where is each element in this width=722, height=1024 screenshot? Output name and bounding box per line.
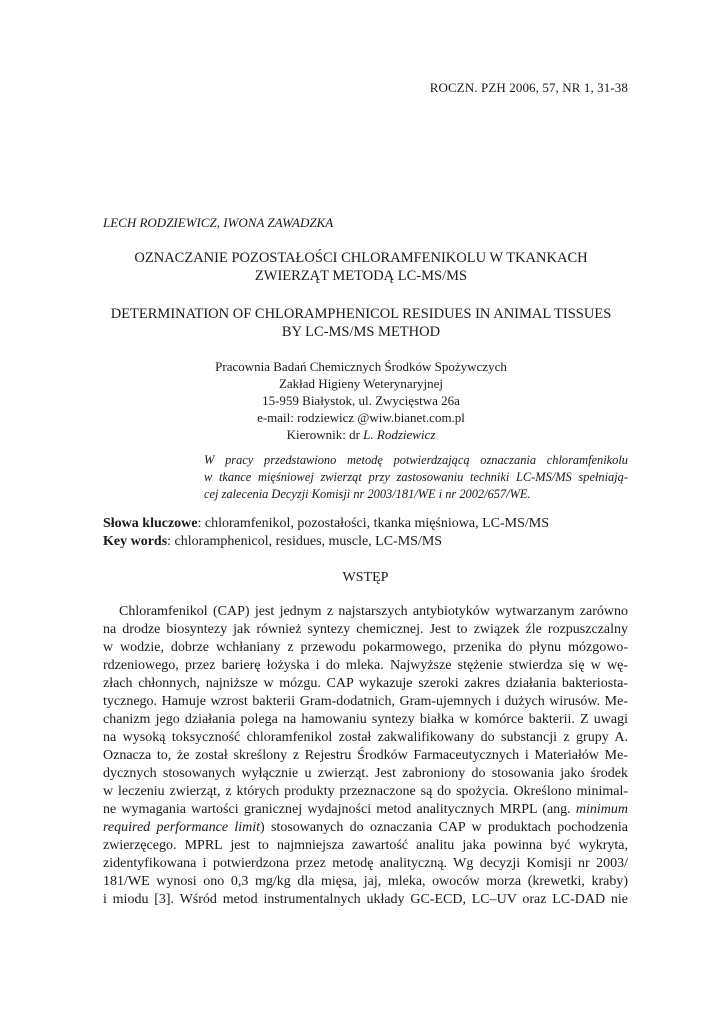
title-polish-line-1: OZNACZANIE POZOSTAŁOŚCI CHLORAMFENIKOLU W TKANKACH: [134, 250, 588, 266]
body-line: i miodu [3]. Wśród metod instrumentalnych układy GC-ECD, LC–UV oraz LC-DAD nie: [103, 892, 628, 907]
section-heading: WSTĘP: [342, 570, 389, 585]
body-line: zidentyfikowana i potwierdzona przez metodę analityczną. Wg decyzji Komisji nr 2003/: [103, 856, 628, 871]
abstract-line: w tkance mięśniowej zwierząt przy zastosowaniu techniki LC-MS/MS spełniają-: [204, 470, 628, 484]
body-line: [103, 819, 628, 837]
title-english-line-2: BY LC-MS/MS METHOD: [281, 323, 441, 340]
affiliation: [103, 358, 619, 443]
keywords-english-text: : chloramphenicol, residues, muscle, LC-MS/MS: [167, 534, 443, 549]
body-line: rdzeniowego, przez barierę łożyska i do mleka. Najwyższe stężenie stwierdza się w wę-: [103, 658, 628, 673]
affiliation-email: e-mail: rodziewicz @wiw.bianet.com.pl: [257, 410, 465, 425]
body-line: w leczeniu zwierząt, z których produkty przeznaczone są do spożycia. Określono minimal-: [103, 784, 628, 799]
body-line: chanizm jego działania polega na hamowaniu syntezy białka w komórce bakterii. Z uwagi: [103, 712, 628, 727]
body-line: złach chłonnych, najniższe w mózgu. CAP wykazuje szeroki zakres działania bakteriosta-: [103, 676, 628, 691]
abstract-line: cej zalecenia Decyzji Komisji nr 2003/181/WE i nr 2002/657/WE.: [204, 487, 531, 501]
affiliation-lab: Pracownia Badań Chemicznych Środków Spożywczych: [215, 359, 507, 374]
body-line: [103, 801, 628, 819]
body-line: Chloramfenikol (CAP) jest jednym z najstarszych antybiotyków wytwarzanym zarówno: [119, 604, 628, 619]
keywords-english: [103, 533, 549, 551]
body-line: w wodzie, dobrze wchłaniany z przewodu pokarmowego, przenika do płynu mózgowo-: [103, 640, 628, 655]
affiliation-address: 15-959 Białystok, ul. Zwycięstwa 26a: [262, 393, 460, 408]
keywords-polish-text: : chloramfenikol, pozostałości, tkanka mięśniowa, LC-MS/MS: [197, 516, 550, 531]
body-line: dycznych stosowanych wyłącznie u zwierząt. Jest zabroniony do stosowania jako środek: [103, 766, 628, 781]
title-english: [103, 306, 619, 341]
affiliation-head: [103, 426, 619, 443]
abstract: [204, 452, 628, 503]
body-line: Oznacza to, że został skreślony z Rejestru Środków Farmaceutycznych i Materiałów Me-: [103, 748, 628, 763]
body-italic-term: required performance limit: [103, 820, 261, 835]
body-line: tycznego. Hamuje wzrost bakterii Gram-dodatnich, Gram-ujemnych i dużych wirusów. Me-: [103, 694, 628, 709]
journal-reference: ROCZN. PZH 2006, 57, NR 1, 31-38: [429, 80, 628, 95]
keywords-polish: [103, 515, 549, 533]
authors: LECH RODZIEWICZ, IWONA ZAWADZKA: [103, 215, 334, 230]
body-paragraph: [103, 603, 628, 909]
title-polish-line-2: ZWIERZĄT METODĄ LC-MS/MS: [254, 267, 468, 284]
body-line: na drodze biosyntezy jak również syntezy chemicznej. Jest to związek źle rozpuszczalny: [103, 622, 628, 637]
body-line: 181/WE wynosi ono 0,3 mg/kg dla mięsa, jaj, mleka, owoców morza (krewetki, kraby): [103, 874, 628, 889]
body-line-text: ne wymagania wartości granicznej wydajności metod analitycznych MRPL (ang.: [103, 802, 571, 817]
keywords-english-label: Key words: [103, 534, 168, 549]
head-label: Kierownik: dr: [286, 427, 364, 442]
keywords-block: [103, 515, 549, 551]
head-name: L. Rodziewicz: [363, 427, 436, 442]
body-line: zwierzęcego. MPRL jest to najmniejsza zawartość analitu jaka powinna być wykryta,: [103, 838, 628, 853]
body-line: na wysoką toksyczność chloramfenikol został zakwalifikowany do substancji z grupy A.: [103, 730, 628, 745]
body-line-text: ) stosowanych do oznaczania CAP w produktach pochodzenia: [260, 820, 628, 835]
body-italic-term: minimum: [575, 802, 628, 817]
abstract-line: W pracy przedstawiono metodę potwierdzającą oznaczania chloramfenikolu: [204, 453, 628, 467]
affiliation-department: Zakład Higieny Weterynaryjnej: [278, 376, 444, 391]
keywords-polish-label: Słowa kluczowe: [103, 516, 198, 531]
title-english-line-1: DETERMINATION OF CHLORAMPHENICOL RESIDUES IN ANIMAL TISSUES: [110, 306, 612, 322]
title-polish: [103, 250, 619, 285]
